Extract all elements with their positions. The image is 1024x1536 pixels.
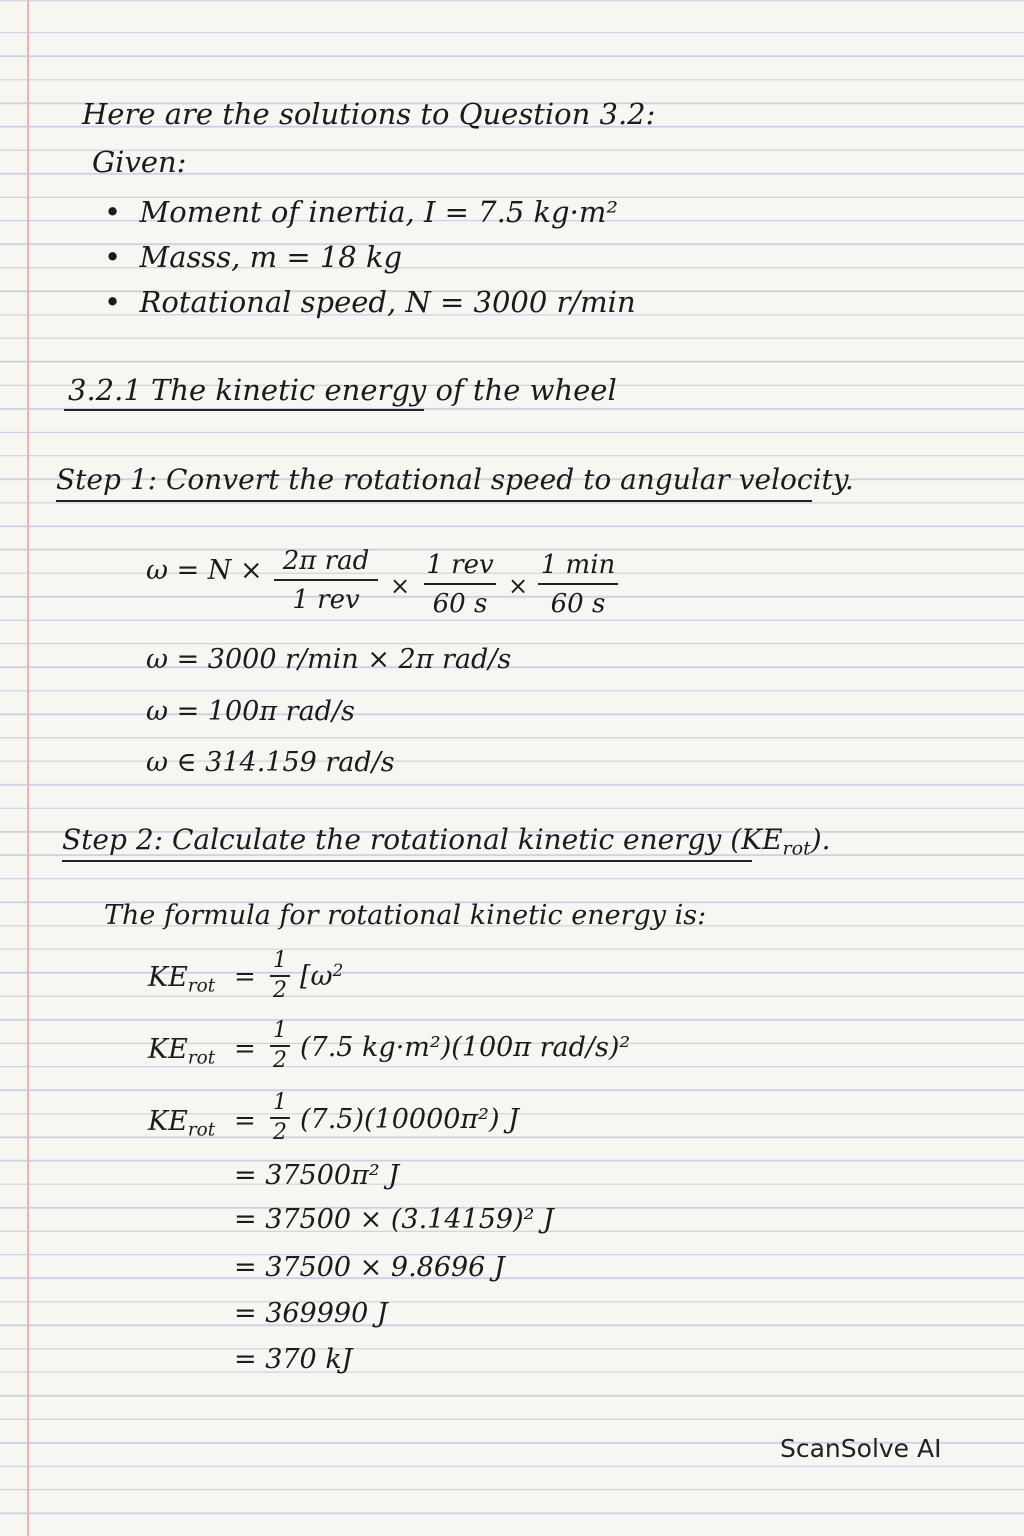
- step1-heading-underline: [56, 500, 812, 502]
- fraction-bar: [270, 1045, 290, 1047]
- step2-heading-text: Step 2: Calculate the rotational kinetic energy (KE: [62, 823, 783, 856]
- ke-formula-3-lhs: [148, 1108, 215, 1140]
- fraction-denominator: 1 rev: [292, 585, 360, 615]
- ke-formula-1-exponent: 2: [332, 960, 344, 980]
- signature: ScanSolve AI: [780, 1434, 942, 1463]
- result-line-final: = 370 kJ: [234, 1344, 353, 1375]
- fraction-rev-per-60s: [424, 552, 496, 617]
- step2-heading-end: ).: [810, 823, 831, 856]
- step1-line-1: ω = 3000 r/min × 2π rad/s: [146, 644, 512, 675]
- ke-subscript: rot: [187, 975, 216, 997]
- fraction-min-per-60s: [538, 552, 618, 617]
- fraction-denominator: 2: [273, 978, 287, 1003]
- times-sign: ×: [508, 572, 529, 600]
- result-line-3: = 37500 × 9.8696 J: [234, 1252, 505, 1283]
- given-item-mass: [104, 240, 403, 274]
- fraction-bar: [538, 583, 618, 585]
- step1-line-2: ω = 100π rad/s: [146, 696, 355, 727]
- step1-equation-lhs: ω = N ×: [146, 555, 263, 586]
- section-title: 3.2.1 The kinetic energy of the wheel: [68, 373, 617, 407]
- equals-sign: =: [234, 962, 256, 992]
- ke-formula-1-lhs: [148, 964, 215, 996]
- step2-intro: The formula for rotational kinetic energy is:: [104, 900, 707, 931]
- fraction-denominator: 2: [273, 1048, 287, 1073]
- ke-subscript: rot: [187, 1119, 216, 1141]
- ke-symbol: KE: [148, 962, 188, 993]
- bullet-icon: •: [104, 195, 140, 229]
- result-line-4: = 369990 J: [234, 1298, 388, 1329]
- fraction-numerator: 2π rad: [282, 546, 370, 576]
- step2-heading-subscript: rot: [782, 837, 811, 860]
- fraction-rad-per-rev: [274, 548, 378, 613]
- step1-line-3: ω ∈ 314.159 rad/s: [146, 747, 395, 778]
- equals-sign: =: [234, 1034, 256, 1064]
- ke-formula-1-term: [ω: [300, 961, 333, 993]
- fraction-bar: [274, 579, 378, 581]
- given-item-inertia: [104, 195, 618, 229]
- section-title-underline: [64, 409, 424, 411]
- fraction-bar: [270, 975, 290, 977]
- given-item-speed: [104, 285, 636, 319]
- step2-heading-underline: [62, 860, 752, 862]
- fraction-bar: [270, 1117, 290, 1119]
- equals-sign: =: [234, 1106, 256, 1136]
- bullet-icon: •: [104, 240, 140, 274]
- result-line-1: = 37500π² J: [234, 1160, 400, 1191]
- fraction-denominator: 60 s: [432, 589, 488, 619]
- fraction-numerator: 1: [273, 1018, 287, 1043]
- fraction-denominator: 2: [273, 1120, 287, 1145]
- ke-subscript: rot: [187, 1047, 216, 1069]
- fraction-numerator: 1 rev: [426, 550, 494, 580]
- step2-heading: [62, 823, 831, 860]
- fraction-bar: [424, 583, 496, 585]
- given-label: Given:: [92, 145, 187, 179]
- bullet-icon: •: [104, 285, 140, 319]
- fraction-numerator: 1: [273, 1090, 287, 1115]
- ke-formula-2-lhs: [148, 1036, 215, 1068]
- one-half-fraction: [270, 1020, 290, 1072]
- fraction-numerator: 1 min: [540, 550, 616, 580]
- given-item-text: Masss, m = 18 kg: [139, 240, 403, 274]
- notebook-margin-line: [27, 0, 29, 1536]
- fraction-denominator: 60 s: [550, 589, 606, 619]
- fraction-numerator: 1: [273, 948, 287, 973]
- one-half-fraction: [270, 950, 290, 1002]
- one-half-fraction: [270, 1092, 290, 1144]
- times-sign: ×: [390, 572, 411, 600]
- step1-heading: Step 1: Convert the rotational speed to angular velocity.: [56, 463, 854, 496]
- given-item-text: Moment of inertia, I = 7.5 kg·m²: [139, 195, 618, 229]
- result-line-2: = 37500 × (3.14159)² J: [234, 1204, 554, 1235]
- given-item-text: Rotational speed, N = 3000 r/min: [139, 285, 636, 319]
- header-text: Here are the solutions to Question 3.2:: [82, 97, 656, 131]
- ke-formula-1-rhs: [300, 960, 344, 993]
- ke-symbol: KE: [148, 1106, 188, 1137]
- ke-formula-3-rhs: (7.5)(10000π²) J: [300, 1104, 519, 1135]
- ke-symbol: KE: [148, 1034, 188, 1065]
- ke-formula-2-rhs: (7.5 kg·m²)(100π rad/s)²: [300, 1032, 631, 1063]
